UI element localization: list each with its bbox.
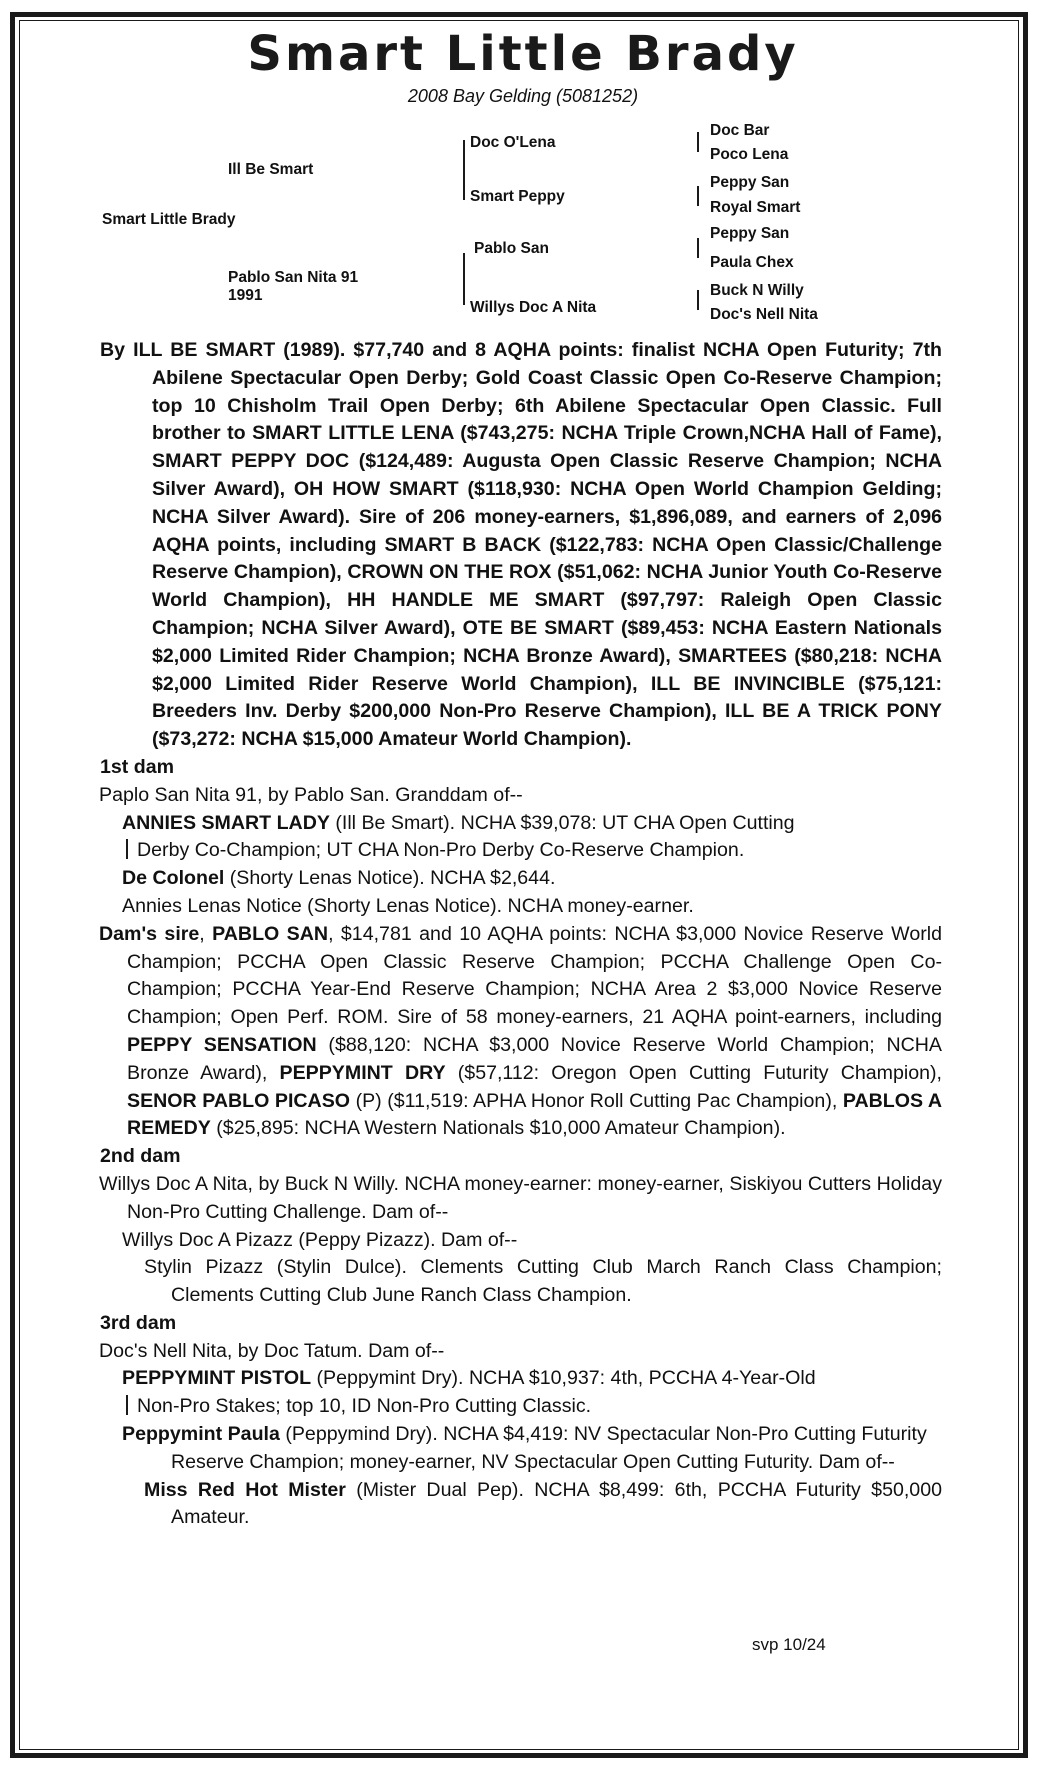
- pedigree-subject: Smart Little Brady: [102, 211, 236, 228]
- pedigree-dam-sire: Pablo San: [474, 240, 549, 257]
- second-dam-intro: Willys Doc A Nita, by Buck N Willy. NCHA money-earner: money-earner, Siskiyou Cutters Holiday Non-Pro Cutting Challenge. Dam of--: [99, 1172, 942, 1223]
- pedigree-sire-sire: Doc O'Lena: [470, 134, 556, 151]
- pedigree-bracket: [463, 140, 465, 200]
- pedigree-g3-7: Buck N Willy: [710, 282, 804, 299]
- third-dam-intro: Doc's Nell Nita, by Doc Tatum. Dam of--: [99, 1339, 445, 1362]
- sire-paragraph: By ILL BE SMART (1989). $77,740 and 8 AQHA points: finalist NCHA Open Futurity; 7th Abilene Spectacular Open Derby; Gold Coast Classic Open Co-Reserve Champion; top 10 Chisholm Trail Open Derby; 6th Abilene Spectacular Open Classic. Full brother to SMART LITTLE LENA ($743,275: NCHA Triple Crown,NCHA Hall of Fame), SMART PEPPY DOC ($124,489: Augusta Open Classic Reserve Champion; NCHA Silver Award), OH HOW SMART ($118,930: NCHA Open World Champion Gelding; NCHA Silver Award). Sire of 206 money-earners, $1,896,089, and earners of 2,096 AQHA points, including SMART B BACK ($122,783: NCHA Open Classic/Challenge Reserve Champion), CROWN ON THE ROX ($51,062: NCHA Junior Youth Co-Reserve World Champion), HH HANDLE ME SMART ($97,797: Raleigh Open Classic Champion; NCHA Silver Award), OTE BE SMART ($89,453: NCHA Eastern Nationals $2,000 Limited Rider Champion; NCHA Bronze Award), SMARTEES ($80,218: NCHA $2,000 Limited Rider Reserve World Champion), ILL BE INVINCIBLE ($75,121: Breeders Inv. Derby $200,000 Non-Pro Reserve Champion), ILL BE A TRICK PONY ($73,272: NCHA $15,000 Amateur World Champion).: [100, 339, 942, 751]
- pedigree-dam-dam: Willys Doc A Nita: [470, 299, 597, 316]
- pedigree-g3-2: Poco Lena: [710, 146, 789, 163]
- produce-entry: Peppymint Paula (Peppymind Dry). NCHA $4,419: NV Spectacular Non-Pro Cutting Futurity Reserve Champion; money-earner, NV Spectacular Open Cutting Futurity. Dam of--: [122, 1423, 927, 1473]
- produce-entry: Willys Doc A Pizazz (Peppy Pizazz). Dam of--: [122, 1228, 518, 1251]
- pedigree-bracket: [697, 132, 699, 152]
- pedigree-dam: [228, 269, 358, 305]
- produce-entry: Annies Lenas Notice (Shorty Lenas Notice). NCHA money-earner.: [122, 894, 694, 917]
- pedigree-g3-4: Royal Smart: [710, 199, 801, 216]
- third-dam-heading: 3rd dam: [100, 1311, 177, 1334]
- pedigree-g3-1: Doc Bar: [710, 122, 770, 139]
- produce-entry-continued: Derby Co-Champion; UT CHA Non-Pro Derby Co-Reserve Champion.: [99, 837, 942, 865]
- produce-entry: Miss Red Hot Mister (Mister Dual Pep). NCHA $8,499: 6th, PCCHA Futurity $50,000 Amateur.: [144, 1478, 943, 1529]
- second-dam-heading: 2nd dam: [100, 1145, 181, 1168]
- first-dam-intro: Paplo San Nita 91, by Pablo San. Granddam of--: [99, 783, 523, 806]
- pedigree-bracket: [697, 186, 699, 206]
- horse-name-title: Smart Little Brady: [247, 26, 799, 82]
- produce-entry: Stylin Pizazz (Stylin Dulce). Clements Cutting Club March Ranch Class Champion; Clements Cutting Club June Ranch Class Champion.: [144, 1256, 942, 1307]
- pedigree-bracket: [697, 238, 699, 258]
- pedigree-dam-year: 1991: [228, 287, 263, 304]
- horse-subtitle: 2008 Bay Gelding (5081252): [407, 86, 639, 106]
- produce-entry: De Colonel (Shorty Lenas Notice). NCHA $2,644.: [122, 867, 556, 890]
- descendant-bar: [126, 1395, 128, 1415]
- pedigree-bracket: [463, 253, 465, 305]
- descendant-bar: [126, 839, 128, 859]
- first-dam-heading: 1st dam: [100, 755, 175, 778]
- produce-entry: PEPPYMINT PISTOL (Peppymint Dry). NCHA $10,937: 4th, PCCHA 4-Year-Old: [122, 1367, 816, 1390]
- pedigree-g3-8: Doc's Nell Nita: [710, 306, 818, 323]
- footer-signature: svp 10/24: [752, 1635, 826, 1654]
- pedigree-sire-dam: Smart Peppy: [470, 188, 565, 205]
- pedigree-bracket: [697, 290, 699, 310]
- produce-entry-continued: Non-Pro Stakes; top 10, ID Non-Pro Cutting Classic.: [99, 1393, 942, 1421]
- dams-sire-paragraph: Dam's sire, PABLO SAN, $14,781 and 10 AQHA points: NCHA $3,000 Novice Reserve World Champion; PCCHA Open Classic Reserve Champion; PCCHA Challenge Open Co-Champion; PCCHA Year-End Reserve Champion; NCHA Area 2 $3,000 Novice Reserve Champion; Open Perf. ROM. Sire of 58 money-earners, 21 AQHA point-earners, including PEPPY SENSATION ($88,120: NCHA $3,000 Novice Reserve World Champion; NCHA Bronze Award), PEPPYMINT DRY ($57,112: Oregon Open Cutting Futurity Champion), SENOR PABLO PICASO (P) ($11,519: APHA Honor Roll Cutting Pac Champion), PABLOS A REMEDY ($25,895: NCHA Western Nationals $10,000 Amateur Champion).: [99, 922, 943, 1140]
- pedigree-g3-3: Peppy San: [710, 174, 790, 191]
- pedigree-dam-name: Pablo San Nita 91: [228, 269, 359, 286]
- pedigree-g3-6: Paula Chex: [710, 254, 794, 271]
- pedigree-g3-5: Peppy San: [710, 225, 790, 242]
- catalog-body: [100, 337, 942, 1532]
- pedigree-sire: Ill Be Smart: [228, 161, 314, 178]
- produce-entry: ANNIES SMART LADY (Ill Be Smart). NCHA $39,078: UT CHA Open Cutting: [122, 811, 795, 834]
